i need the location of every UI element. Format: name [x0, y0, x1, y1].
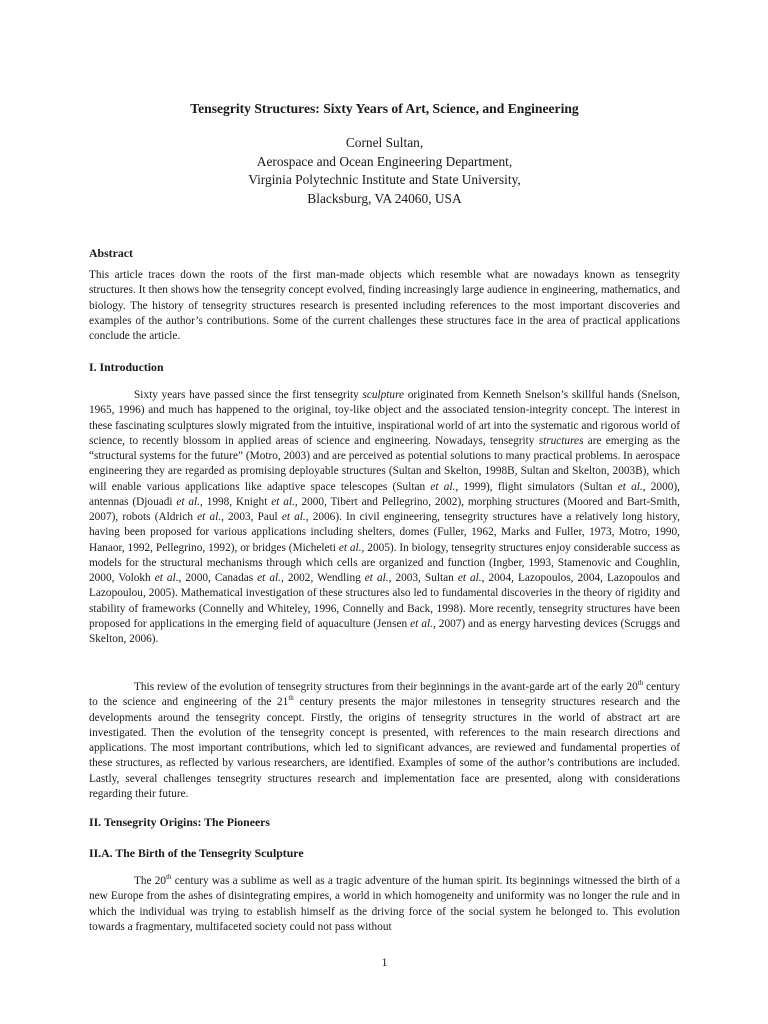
introduction-heading: I. Introduction — [89, 360, 164, 374]
author-institution: Virginia Polytechnic Institute and State University, — [248, 172, 521, 188]
author-department: Aerospace and Ocean Engineering Department, — [256, 153, 513, 169]
author-block — [89, 134, 680, 209]
introduction-paragraph-1: Sixty years have passed since the first tensegrity sculpture originated from Kenneth Snelson’s skillful hands (Snelson, 1965, 1996) and much has happened to the original, toy-like object and the associated tension-integrity concept. The interest in these fascinating sculptures slowly migrated from the intuitive, inspirational world of art into the systematic and rigorous world of science, to recently blossom in applied areas of science and engineering. Nowadays, tensegrity structures are emerging as the “structural systems for the future” (Motro, 2003) and are perceived as potential solutions to many practical problems. In aerospace engineering they are regarded as promising deployable structures (Sultan and Skelton, 1998B, Sultan and Skelton, 2003B), which will enable various applications like adaptive space telescopes (Sultan et al., 1999), flight simulators (Sultan et al., 2000), antennas (Djouadi et al., 1998, Knight et al., 2000, Tibert and Pellegrino, 2002), morphing structures (Moored and Bart-Smith, 2007), robots (Aldrich et al., 2003, Paul et al., 2006). In civil engineering, tensegrity structures have a relatively long history, having been proposed for various applications including shelters, domes (Fuller, 1962, Marks and Fuller, 1973, Motro, 1990, Hanaor, 1992, Pellegrino, 1992), or bridges (Micheleti et al., 2005). In biology, tensegrity structures enjoy considerable success as models for the structural mechanisms through which cells are organized and function (Ingber, 1993, Stamenovic and Coughlin, 2000, Volokh et al., 2000, Canadas et al., 2002, Wendling et al., 2003, Sultan et al., 2004, Lazopoulos, 2004, Lazopoulos and Lazopoulou, 2005). Mathematical investigation of these structures also led to fundamental discoveries in the theory of rigidity and stability of frameworks (Connelly and Whiteley, 1996, Connelly and Back, 1998). More recently, tensegrity structures have been proposed for applications in the emerging field of aquaculture (Jensen et al., 2007) and as energy harvesting devices (Scruggs and Skelton, 2006). — [89, 389, 681, 645]
section-2a-heading: II.A. The Birth of the Tensegrity Sculpture — [89, 846, 304, 860]
author-address: Blacksburg, VA 24060, USA — [307, 191, 462, 207]
author-name: Cornel Sultan, — [345, 135, 424, 150]
introduction-paragraph-2: This review of the evolution of tensegrity structures from their beginnings in the avant-garde art of the early 20th century to the science and engineering of the 21th century presents the major milestones in tensegrity structures research and the developments around the tensegrity concept. Firstly, the origins of tensegrity structures in the world of abstract art are investigated. Then the evolution of the tensegrity concept is presented, with references to the main research directions and applications. The most important contributions, which led to significant advances, are reviewed and fundamental properties of these structures, as reflected by various researchers, are identified. Examples of some of the author’s contributions are included. Lastly, several challenges tensegrity structures research and implementation face are presented, along with considerations regarding their future. — [89, 679, 681, 800]
abstract-text: This article traces down the roots of the first man-made objects which resemble what are nowadays known as tensegrity structures. It then shows how the tensegrity concept evolved, finding increasingly large audience in engineering, mathematics, and biology. The history of tensegrity structures research is presented including references to the most important discoveries and examples of the author’s contributions. Some of the current challenges these structures face in the area of practical applications conclude the article. — [89, 269, 680, 342]
abstract-heading: Abstract — [89, 246, 133, 260]
section-2-heading: II. Tensegrity Origins: The Pioneers — [89, 815, 271, 829]
page-number: 1 — [381, 955, 388, 969]
paper-title: Tensegrity Structures: Sixty Years of Art, Science, and Engineering — [190, 101, 579, 116]
section-2a-paragraph-1: The 20th century was a sublime as well as a tragic adventure of the human spirit. Its beginnings witnessed the birth of a new Europe from the ashes of disintegrating empires, a world in which homogeneity and uniformity was no longer the rule and in which the individual was trying to establish himself as the driving force of the social system he belonged to. This evolution towards a fragmentary, multifaceted society could not pass without — [89, 873, 680, 933]
